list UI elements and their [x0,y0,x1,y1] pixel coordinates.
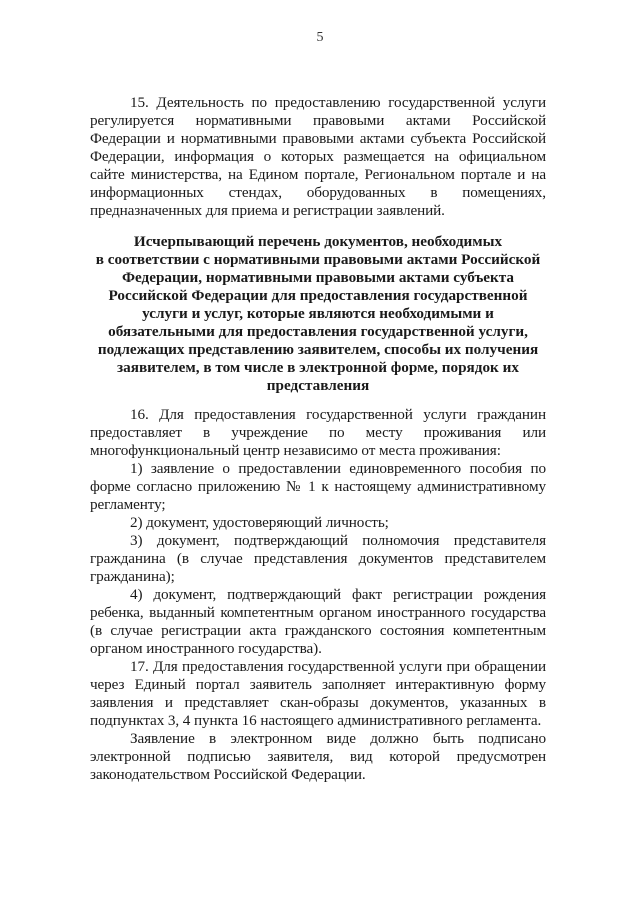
paragraph-15: 15. Деятельность по предоставлению государственной услуги регулируется нормативными правовыми актами Российской Федерации и нормативными правовыми актами субъекта Российской Федерации, информация о которых размещается на официальном сайте министерства, на Едином портале, Региональном портале и на информационных стендах, оборудованных в помещениях, предназначенных для приема и регистрации заявлений. [90,94,546,219]
heading-line: заявителем, в том числе в электронной форме, порядок их [117,359,519,376]
heading-line: Российской Федерации для предоставления государственной [108,287,528,304]
list-item-4: 4) документ, подтверждающий факт регистрации рождения ребенка, выданный компетентным органом иностранного государства (в случае регистрации акта гражданского состояния компетентным органом иностранного государства). [90,586,546,657]
heading-line: обязательными для предоставления государственной услуги, [108,323,528,340]
heading-line: Федерации, нормативными правовыми актами субъекта [121,269,515,286]
paragraph-17: 17. Для предоставления государственной услуги при обращении через Единый портал заявитель заполняет интерактивную форму заявления и представляет скан-образы документов, указанных в подпунктах 3, 4 пункта 16 настоящего административного регламента. [90,658,546,729]
section-heading [90,233,546,395]
heading-line: услуги и услуг, которые являются необходимыми и [142,305,494,322]
heading-line: представления [266,377,370,394]
list-item-1: 1) заявление о предоставлении единовременного пособия по форме согласно приложению № 1 к настоящему административному регламенту; [90,460,546,513]
list-item-3: 3) документ, подтверждающий полномочия представителя гражданина (в случае представления документов представителем гражданина); [90,532,546,585]
list-item-2: 2) документ, удостоверяющий личность; [130,514,389,531]
section-15 [90,94,546,220]
section-16 [90,406,546,784]
heading-line: в соответствии с нормативными правовыми актами Российской [95,251,541,268]
page-number: 5 [316,30,324,45]
heading-line: Исчерпывающий перечень документов, необходимых [133,233,503,250]
heading-line: подлежащих представлению заявителем, способы их получения [97,341,539,358]
paragraph-16-intro: 16. Для предоставления государственной услуги гражданин предоставляет в учреждение по месту проживания или многофункциональный центр независимо от места проживания: [90,406,546,459]
paragraph-electronic-signature: Заявление в электронном виде должно быть подписано электронной подписью заявителя, вид которой предусмотрен законодательством Российской Федерации. [90,730,546,783]
